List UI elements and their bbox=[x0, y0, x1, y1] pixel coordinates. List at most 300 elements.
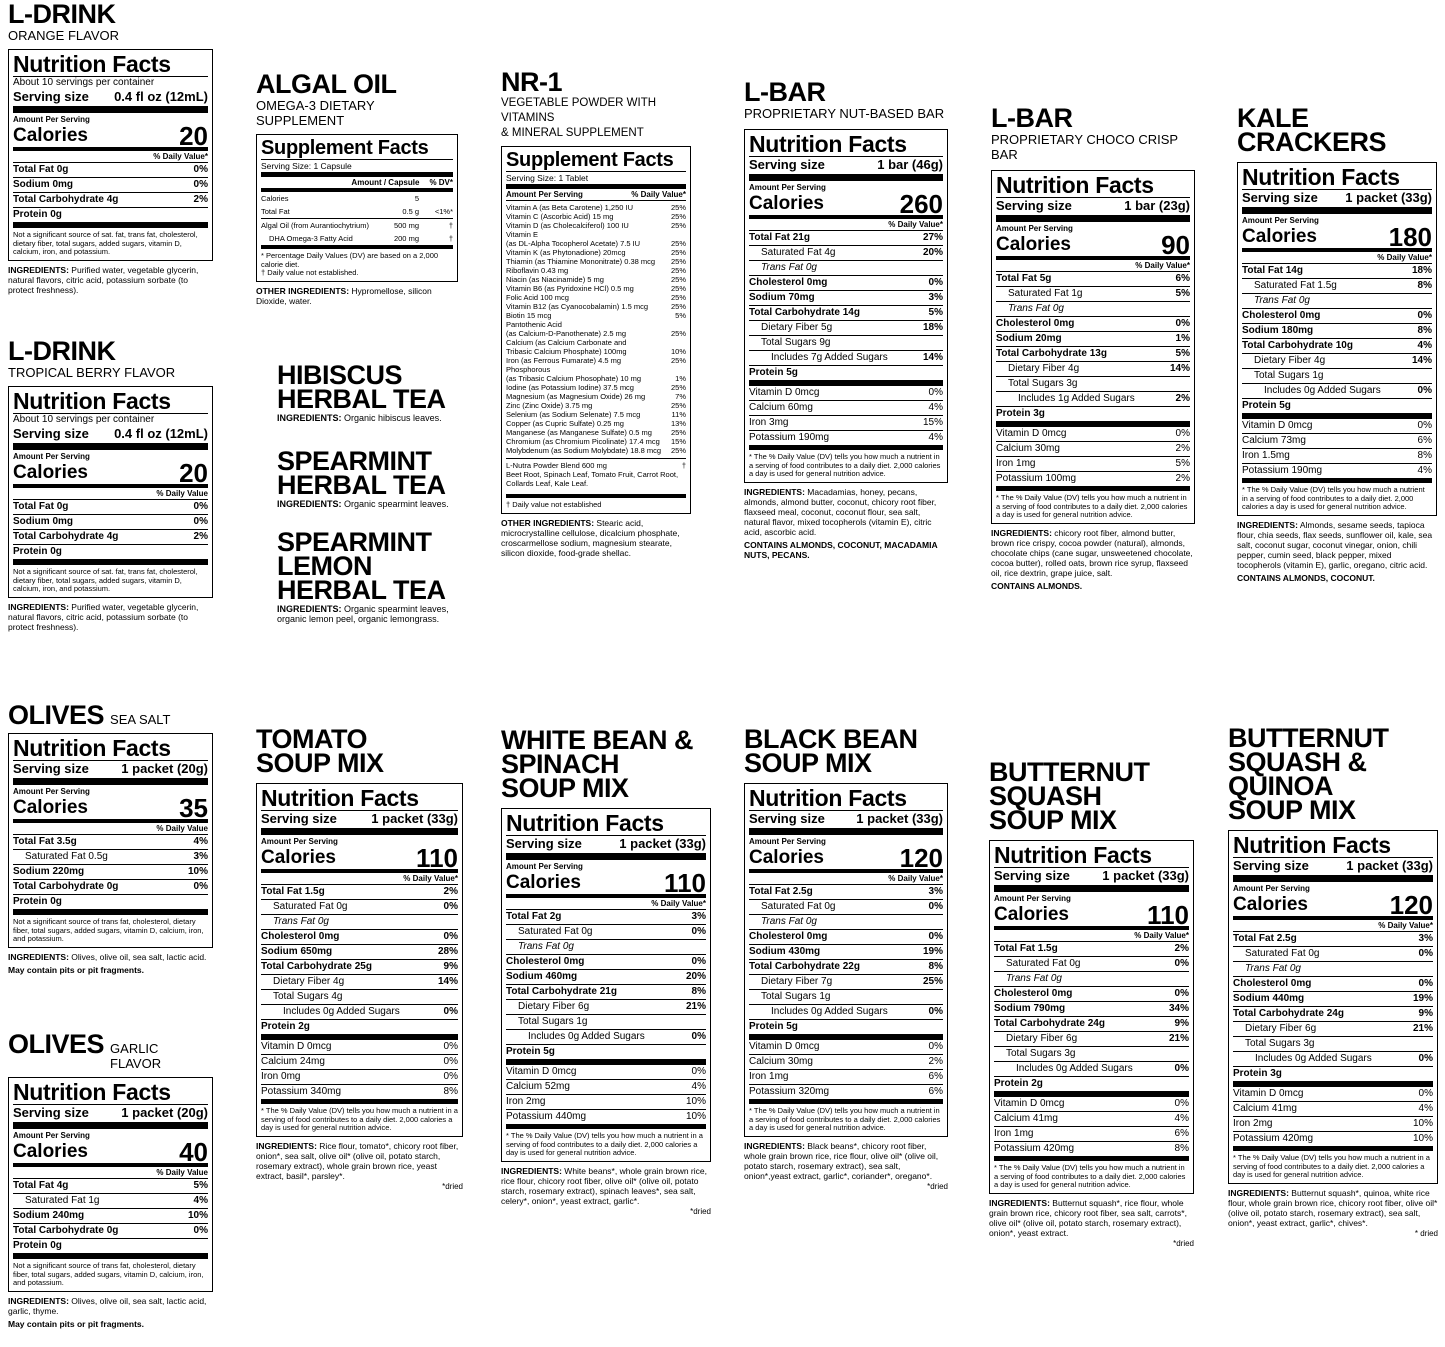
supplement-amount: 5 bbox=[414, 194, 419, 203]
nutrient-name: Iron 2mg bbox=[506, 1096, 546, 1107]
serving-size bbox=[996, 198, 1190, 222]
nutrient-row bbox=[506, 1095, 706, 1110]
ingredients-text: Hypromellose, silicon Dioxide, water. bbox=[256, 285, 432, 306]
nutrient-dv: 0% bbox=[193, 179, 208, 190]
nutrient-dv: 28% bbox=[437, 946, 458, 957]
supplement-dv: 25% bbox=[670, 428, 686, 437]
nutrient-name: Total Sugars 4g bbox=[273, 991, 343, 1002]
nutrient-name: Total Fat 2.5g bbox=[749, 886, 813, 897]
supplement-dv: 25% bbox=[670, 284, 686, 293]
nutrient-row bbox=[994, 957, 1189, 972]
nutrient-dv: 21% bbox=[685, 1001, 706, 1012]
nutrition-panel bbox=[991, 170, 1195, 524]
calories-row bbox=[13, 121, 208, 151]
nutrient-row bbox=[13, 835, 208, 850]
nutrient-row bbox=[749, 885, 943, 900]
ingredients-label: INGREDIENTS: bbox=[1228, 1187, 1289, 1198]
nutrient-row bbox=[13, 865, 208, 880]
nutrient-dv: 34% bbox=[1168, 1003, 1189, 1014]
nutrient-dv: 1% bbox=[1175, 333, 1190, 344]
ingredients-label: INGREDIENTS: bbox=[8, 1295, 69, 1306]
supplement-row bbox=[506, 284, 686, 293]
ingredients-text: Organic hibiscus leaves. bbox=[344, 413, 442, 423]
nutrient-dv: 14% bbox=[1169, 363, 1190, 374]
nutrient-name: Trans Fat 0g bbox=[761, 916, 817, 927]
nutrition-panel bbox=[8, 733, 213, 948]
nutrient-name: Total Carbohydrate 14g bbox=[749, 307, 860, 318]
nutrient-row bbox=[13, 850, 208, 865]
nutrient-name: Saturated Fat 0g bbox=[761, 901, 836, 912]
kale-crackers-block bbox=[1237, 103, 1437, 583]
supplement-dv: 11% bbox=[671, 410, 686, 419]
nutrient-name: Dietary Fiber 4g bbox=[1254, 355, 1326, 366]
nutrient-row bbox=[261, 990, 458, 1005]
nutrient-dv bbox=[702, 1045, 706, 1059]
supplement-row bbox=[506, 257, 686, 266]
supplement-row bbox=[506, 266, 686, 275]
supplement-row bbox=[506, 230, 686, 239]
lbar-choco-block bbox=[991, 103, 1195, 591]
calories-value: 40 bbox=[179, 1137, 208, 1167]
supplement-values bbox=[402, 205, 453, 218]
ingredients bbox=[8, 1296, 213, 1316]
ingredients-label: OTHER INGREDIENTS: bbox=[501, 517, 595, 528]
product-title-title1: BUTTERNUT bbox=[989, 757, 1150, 787]
nutrient-name: Dietary Fiber 6g bbox=[1006, 1033, 1078, 1044]
nutrient-name: Potassium 320mg bbox=[749, 1086, 830, 1097]
column-amount: Amount / Capsule bbox=[351, 178, 420, 187]
nutrient-name: Total Carbohydrate 25g bbox=[261, 961, 372, 972]
serving-size: Serving Size: 1 Tablet bbox=[506, 172, 686, 189]
product-title: L-DRINK bbox=[8, 0, 116, 29]
footnote-1: * Percentage Daily Values (DV) are based on a 2,000 calorie diet. bbox=[261, 245, 453, 269]
nutrient-dv: 10% bbox=[685, 1096, 706, 1107]
supplement-dv: <1%* bbox=[434, 207, 453, 216]
nutrient-row bbox=[994, 1047, 1189, 1062]
ingredients-text: Organic spearmint leaves. bbox=[344, 499, 449, 509]
supplement-dv: 25% bbox=[670, 239, 686, 248]
product-title-title1: KALE bbox=[1237, 103, 1309, 133]
nutrient-row bbox=[749, 291, 943, 306]
nutrient-name: Potassium 190mg bbox=[1242, 465, 1323, 476]
nutrient-row bbox=[1233, 932, 1433, 947]
nutrient-dv: 27% bbox=[922, 232, 943, 243]
nutrient-dv bbox=[1429, 1067, 1433, 1081]
nutrient-row bbox=[506, 1045, 706, 1065]
nutrient-name: Includes 7g Added Sugars bbox=[771, 352, 888, 363]
tea-title-line-2: HERBAL TEA bbox=[277, 470, 446, 500]
nutrient-dv: 0% bbox=[928, 387, 943, 398]
dried-note: *dried bbox=[1173, 1238, 1194, 1248]
panel-header: Nutrition Facts bbox=[994, 843, 1189, 868]
nutrient-row bbox=[261, 1040, 458, 1055]
nutrient-name: Total Fat 1.5g bbox=[994, 943, 1058, 954]
serving-size bbox=[506, 836, 706, 860]
nutrient-dv: 9% bbox=[1418, 1008, 1433, 1019]
nutrient-name: Calcium 52mg bbox=[506, 1081, 570, 1092]
nutrient-dv: 0% bbox=[193, 881, 208, 892]
calories-row bbox=[261, 843, 458, 873]
nutrient-row bbox=[506, 1065, 706, 1080]
nutrient-rows bbox=[1233, 932, 1433, 1147]
nutrient-dv: 0% bbox=[1418, 1053, 1433, 1064]
nutrient-name: Dietary Fiber 4g bbox=[273, 976, 345, 987]
supplement-name: Pantothenic Acid bbox=[506, 320, 562, 329]
supplement-dv: 25% bbox=[670, 302, 686, 311]
nutrient-dv: 10% bbox=[1412, 1133, 1433, 1144]
nutrient-dv bbox=[204, 895, 208, 909]
nutrient-row bbox=[1233, 1087, 1433, 1102]
nutrient-dv: 2% bbox=[193, 531, 208, 542]
nutrient-row bbox=[749, 431, 943, 446]
nutrient-row bbox=[996, 347, 1190, 362]
supplement-name: Total Fat bbox=[261, 207, 290, 216]
nutrient-name: Cholesterol 0mg bbox=[996, 318, 1075, 329]
product-title: L-DRINK bbox=[8, 336, 116, 366]
column-dv: % Daily Value* bbox=[631, 190, 686, 199]
nutrient-row bbox=[13, 515, 208, 530]
ingredients-text: Almonds, sesame seeds, tapioca flour, chia seeds, flax seeds, sunflower oil, kale, sea salt, coconut sugar, coconut vinegar, onion, chili pepper, cumin seed, black pepper, mixed tocopherols (vitamin E), garlic, oregano, citric acid. bbox=[1237, 519, 1433, 570]
calories-label: Calories bbox=[13, 125, 88, 146]
supplement-dv: 25% bbox=[670, 275, 686, 284]
nutrient-name: Total Fat 2g bbox=[506, 911, 562, 922]
ingredients-label: OTHER INGREDIENTS: bbox=[256, 285, 350, 296]
nutrient-row bbox=[749, 246, 943, 261]
nutrient-row bbox=[261, 1055, 458, 1070]
product-title-title1: BUTTERNUT bbox=[1228, 723, 1389, 753]
nutrient-row bbox=[261, 945, 458, 960]
ingredients bbox=[1228, 1188, 1438, 1228]
nutrient-name: Protein 5g bbox=[506, 1046, 555, 1057]
product-title: ALGAL OIL bbox=[256, 69, 397, 99]
product-title: OLIVES bbox=[8, 1029, 105, 1059]
nutrient-dv: 0% bbox=[1417, 310, 1432, 321]
supplement-dv: 7% bbox=[675, 392, 686, 401]
nutrient-name: Trans Fat 0g bbox=[761, 262, 817, 273]
nutrient-row bbox=[749, 261, 943, 276]
nutrient-dv bbox=[1185, 1077, 1189, 1091]
nutrient-row bbox=[996, 362, 1190, 377]
supplement-dv: 25% bbox=[670, 257, 686, 266]
nutrient-row bbox=[996, 407, 1190, 427]
calories-label: Calories bbox=[506, 872, 581, 893]
nutrient-name: Includes 0g Added Sugars bbox=[283, 1006, 400, 1017]
nutrient-name: Total Fat 14g bbox=[1242, 265, 1303, 276]
nutrient-name: Cholesterol 0mg bbox=[1233, 978, 1312, 989]
nutrition-panel bbox=[8, 1077, 213, 1292]
supplement-name: Biotin 15 mcg bbox=[506, 311, 552, 320]
servings-per-container: About 10 servings per container bbox=[13, 77, 155, 88]
product-subtitle-2: & MINERAL SUPPLEMENT bbox=[501, 127, 644, 139]
supplement-dv bbox=[683, 230, 686, 239]
nutrient-row bbox=[13, 1224, 208, 1239]
nutrient-dv: 0% bbox=[193, 164, 208, 175]
nutrition-panel bbox=[1228, 830, 1438, 1184]
nutrient-row bbox=[994, 942, 1189, 957]
panel-footnote: * The % Daily Value (DV) tells you how much a nutrient in a serving of food contributes to a daily diet. 2,000 calories a day is used for general nutrition advice. bbox=[1242, 479, 1432, 512]
nutrient-dv: 19% bbox=[1412, 993, 1433, 1004]
ingredients bbox=[501, 1166, 711, 1206]
supplement-row bbox=[506, 383, 686, 392]
supplement-panel bbox=[256, 134, 458, 282]
nutrient-row bbox=[749, 1055, 943, 1070]
nutrient-dv bbox=[1428, 399, 1432, 413]
nutrient-name: Sodium 460mg bbox=[506, 971, 578, 982]
supplement-name: Phosphorous bbox=[506, 365, 551, 374]
nutrient-name: Iron 1mg bbox=[996, 458, 1036, 469]
calories-value: 20 bbox=[179, 121, 208, 151]
tea-title-line-2: LEMON bbox=[277, 551, 372, 581]
calories-label: Calories bbox=[13, 797, 88, 818]
nutrient-row bbox=[506, 1080, 706, 1095]
blend-detail-2: Collards Leaf, Kale Leaf. bbox=[506, 479, 589, 488]
nutrient-row bbox=[261, 1020, 458, 1040]
ingredients bbox=[991, 528, 1195, 578]
butternut-soup-block bbox=[989, 757, 1194, 1248]
nutrient-row bbox=[749, 900, 943, 915]
nutrient-name: Total Sugars 1g bbox=[518, 1016, 588, 1027]
nutrient-row bbox=[1233, 962, 1433, 977]
panel-footnote: Not a significant source of sat. fat, trans fat, cholesterol, dietary fiber, total sugars, added sugars, vitamin D, calcium, iron, and potassium. bbox=[13, 559, 208, 594]
product-title-title1: WHITE BEAN & bbox=[501, 725, 693, 755]
nutrient-dv: 0% bbox=[193, 1225, 208, 1236]
nutrition-panel bbox=[744, 783, 948, 1137]
calories-label: Calories bbox=[996, 234, 1071, 255]
nutrient-row bbox=[1233, 1132, 1433, 1147]
supplement-row bbox=[506, 437, 686, 446]
nutrient-row bbox=[749, 351, 943, 366]
amount-per-serving: Amount Per Serving bbox=[749, 837, 826, 846]
panel-header: Nutrition Facts bbox=[996, 173, 1190, 198]
serving-label: Serving size bbox=[1242, 190, 1318, 205]
supplement-row bbox=[506, 410, 686, 419]
nutrient-name: Saturated Fat 1g bbox=[1008, 288, 1083, 299]
nutrient-row bbox=[749, 1005, 943, 1020]
nutrient-dv: 2% bbox=[193, 194, 208, 205]
nutrient-name: Protein 0g bbox=[13, 1240, 62, 1251]
nutrient-dv: 4% bbox=[928, 402, 943, 413]
nutrient-row bbox=[506, 910, 706, 925]
nutrient-row bbox=[996, 442, 1190, 457]
nutrient-name: Total Fat 0g bbox=[13, 164, 69, 175]
supplement-row bbox=[506, 320, 686, 329]
daily-value-header: % Daily Value* bbox=[749, 219, 943, 231]
nutrient-dv bbox=[1185, 1047, 1189, 1061]
ingredients-label: INGREDIENTS: bbox=[501, 1165, 562, 1176]
nutrient-row bbox=[996, 427, 1190, 442]
tea-title-line-1: HIBISCUS bbox=[277, 360, 403, 390]
nutrient-name: Dietary Fiber 6g bbox=[518, 1001, 590, 1012]
nutrient-dv: 21% bbox=[1412, 1023, 1433, 1034]
daily-value-header: % Daily Value* bbox=[13, 151, 208, 163]
nutrient-dv: 0% bbox=[1174, 988, 1189, 999]
nutrient-name: Trans Fat 0g bbox=[273, 916, 329, 927]
serving-value: 1 packet (33g) bbox=[371, 811, 458, 826]
nutrient-row bbox=[1233, 1117, 1433, 1132]
panel-footnote: * The % Daily Value (DV) tells you how much a nutrient in a serving of food contributes to a daily diet. 2,000 calories a day is used for general nutrition advice. bbox=[994, 1157, 1189, 1190]
nutrition-panel bbox=[989, 840, 1194, 1194]
nutrient-rows bbox=[261, 885, 458, 1100]
supplement-dv: 1% bbox=[675, 374, 686, 383]
nutrient-row bbox=[506, 955, 706, 970]
nutrient-row bbox=[13, 880, 208, 895]
nutrient-name: Protein 5g bbox=[1242, 400, 1291, 411]
nutrient-dv bbox=[1428, 369, 1432, 383]
supplement-name: Algal Oil (from Aurantiochytrium) bbox=[261, 221, 369, 230]
nutrient-row bbox=[749, 930, 943, 945]
serving-value: 1 packet (33g) bbox=[1345, 190, 1432, 205]
calories-value: 35 bbox=[179, 793, 208, 823]
blend-name: L-Nutra Powder Blend 600 mg bbox=[506, 461, 607, 470]
supplement-row bbox=[506, 419, 686, 428]
supplement-name: Iron (as Ferrous Fumarate) 4.5 mg bbox=[506, 356, 622, 365]
product-subtitle: OMEGA-3 DIETARY SUPPLEMENT bbox=[256, 98, 375, 128]
amount-per-serving: Amount Per Serving bbox=[506, 862, 583, 871]
nutrient-rows bbox=[13, 1179, 208, 1259]
nutrient-dv bbox=[1429, 962, 1433, 976]
nutrient-dv: 0% bbox=[691, 926, 706, 937]
nutrient-name: Sodium 430mg bbox=[749, 946, 821, 957]
product-title-title2: SOUP MIX bbox=[256, 748, 384, 778]
supplement-row bbox=[506, 392, 686, 401]
ingredients-text: Butternut squash*, quinoa, white rice flour, whole grain brown rice, chicory root fiber, olive oil* (olive oil, potato starch, rosemary extract), sea salt, onion*, yeast extract, garlic*, chives*. bbox=[1228, 1187, 1438, 1228]
product-subtitle: PROPRIETARY CHOCO CRISP BAR bbox=[991, 132, 1178, 162]
nutrient-row bbox=[13, 1239, 208, 1259]
nutrient-row bbox=[1233, 947, 1433, 962]
nutrient-row bbox=[1233, 992, 1433, 1007]
product-title-title4: SOUP MIX bbox=[1228, 795, 1356, 825]
nutrient-row bbox=[994, 972, 1189, 987]
column-header bbox=[506, 189, 686, 201]
supplement-rows bbox=[506, 201, 686, 455]
nutrient-name: Trans Fat 0g bbox=[1254, 295, 1310, 306]
nutrient-row bbox=[506, 1110, 706, 1125]
nutrient-name: Calcium 60mg bbox=[749, 402, 813, 413]
serving-size: Serving Size: 1 Capsule bbox=[261, 160, 453, 177]
supplement-name: Iodine (as Potassium Iodine) 37.5 mcg bbox=[506, 383, 634, 392]
nutrient-row bbox=[261, 1085, 458, 1100]
nutrient-rows bbox=[1242, 264, 1432, 479]
nutrient-name: Iron 3mg bbox=[749, 417, 789, 428]
calories-row bbox=[506, 868, 706, 898]
nutrient-name: Total Sugars 1g bbox=[761, 991, 831, 1002]
nutrient-name: Total Carbohydrate 10g bbox=[1242, 340, 1353, 351]
panel-header: Nutrition Facts bbox=[749, 132, 943, 157]
nutrient-dv: 3% bbox=[928, 886, 943, 897]
dried-note: * dried bbox=[1414, 1228, 1438, 1238]
nutrient-name: Protein 2g bbox=[261, 1021, 310, 1032]
nutrient-dv: 10% bbox=[1412, 1118, 1433, 1129]
nutrient-dv: 2% bbox=[1174, 943, 1189, 954]
nutrient-name: Sodium 180mg bbox=[1242, 325, 1314, 336]
nutrient-dv bbox=[204, 1239, 208, 1253]
calories-value: 180 bbox=[1388, 222, 1432, 252]
supplement-name: Tribasic Calcium Phosphate) 100mg bbox=[506, 347, 627, 356]
daily-value-header: % Daily Value bbox=[13, 1167, 208, 1179]
supplement-row bbox=[506, 374, 686, 383]
supplement-dv bbox=[683, 338, 686, 347]
amount-per-serving: Amount Per Serving bbox=[13, 452, 90, 461]
nutrient-row bbox=[1242, 294, 1432, 309]
nutrient-row bbox=[261, 900, 458, 915]
supplement-dv: 25% bbox=[670, 329, 686, 338]
serving-size bbox=[13, 426, 208, 450]
nutrient-dv: 2% bbox=[1175, 393, 1190, 404]
nutrient-name: Includes 0g Added Sugars bbox=[528, 1031, 645, 1042]
nutrient-dv bbox=[1186, 377, 1190, 391]
nutrient-name: Sodium 240mg bbox=[13, 1210, 85, 1221]
nutrient-row bbox=[506, 925, 706, 940]
serving-label: Serving size bbox=[13, 761, 89, 776]
supplement-name: Thiamin (as Thiamine Mononitrate) 0.38 mcg bbox=[506, 257, 656, 266]
nutrient-row bbox=[996, 332, 1190, 347]
nutrient-dv bbox=[454, 1020, 458, 1034]
nutrient-name: Sodium 790mg bbox=[994, 1003, 1066, 1014]
amount-per-serving: Amount Per Serving bbox=[994, 894, 1071, 903]
nutrient-dv: 4% bbox=[193, 1195, 208, 1206]
nutrient-name: Total Carbohydrate 24g bbox=[1233, 1008, 1344, 1019]
nutrient-name: Vitamin D 0mcg bbox=[1242, 420, 1313, 431]
blend-detail-1: Beet Root, Spinach Leaf, Tomato Fruit, Carrot Root, bbox=[506, 470, 679, 479]
column-dv: % DV* bbox=[429, 178, 453, 187]
panel-header: Nutrition Facts bbox=[749, 786, 943, 811]
supplement-row bbox=[506, 329, 686, 338]
nutrient-name: Dietary Fiber 7g bbox=[761, 976, 833, 987]
supplement-name: Calories bbox=[261, 194, 289, 203]
panel-header: Nutrition Facts bbox=[13, 736, 208, 761]
nutrient-name: Trans Fat 0g bbox=[518, 941, 574, 952]
nutrient-name: Iron 2mg bbox=[1233, 1118, 1273, 1129]
nutrient-row bbox=[749, 1040, 943, 1055]
nutrient-dv bbox=[939, 990, 943, 1004]
calories-row bbox=[994, 900, 1189, 930]
panel-footnote: * The % Daily Value (DV) tells you how much a nutrient in a serving of food contributes to a daily diet. 2,000 calories a day is used for general nutrition advice. bbox=[749, 446, 943, 479]
ingredients-label: INGREDIENTS: bbox=[256, 1140, 317, 1151]
calories-value: 260 bbox=[899, 189, 943, 219]
nutrient-row bbox=[994, 1097, 1189, 1112]
nutrient-row bbox=[1242, 384, 1432, 399]
serving-size bbox=[13, 89, 208, 113]
nutrient-dv: 0% bbox=[1418, 978, 1433, 989]
nutrient-dv: 0% bbox=[1174, 1063, 1189, 1074]
tea-ingredients bbox=[277, 499, 457, 509]
nutrient-dv: 6% bbox=[1175, 273, 1190, 284]
supplement-row bbox=[506, 347, 686, 356]
nutrient-row bbox=[13, 178, 208, 193]
product-title-title1: TOMATO bbox=[256, 724, 367, 754]
nutrient-dv: 4% bbox=[1417, 465, 1432, 476]
panel-header: Nutrition Facts bbox=[13, 52, 208, 77]
lbar-nut-block bbox=[744, 77, 948, 560]
product-title-title3: QUINOA bbox=[1228, 771, 1333, 801]
ingredients bbox=[8, 952, 213, 962]
calories-row bbox=[749, 189, 943, 219]
tea-title-line-3: HERBAL TEA bbox=[277, 575, 446, 605]
nutrient-row bbox=[749, 321, 943, 336]
nutrient-row bbox=[994, 1062, 1189, 1077]
nutrient-dv: 25% bbox=[922, 976, 943, 987]
tea-spearmint-block bbox=[277, 446, 457, 509]
product-title-title2: SPINACH bbox=[501, 749, 620, 779]
nutrient-name: Total Carbohydrate 21g bbox=[506, 986, 617, 997]
ingredients-text: chicory root fiber, almond butter, brown rice crispy, cocoa powder (natural), almonds, chocolate chips (cane sugar, unsweetened chocolate, cocoa butter), rolled oats, brown rice syrup, flaxseed oil, rice dextrin, grape juice, salt. bbox=[991, 527, 1193, 578]
nutrient-name: Saturated Fat 0g bbox=[273, 901, 348, 912]
supplement-dv: 15% bbox=[670, 437, 686, 446]
nutrient-row bbox=[996, 392, 1190, 407]
nutrient-row bbox=[13, 208, 208, 222]
supplement-dv bbox=[683, 365, 686, 374]
nutrient-row bbox=[994, 987, 1189, 1002]
